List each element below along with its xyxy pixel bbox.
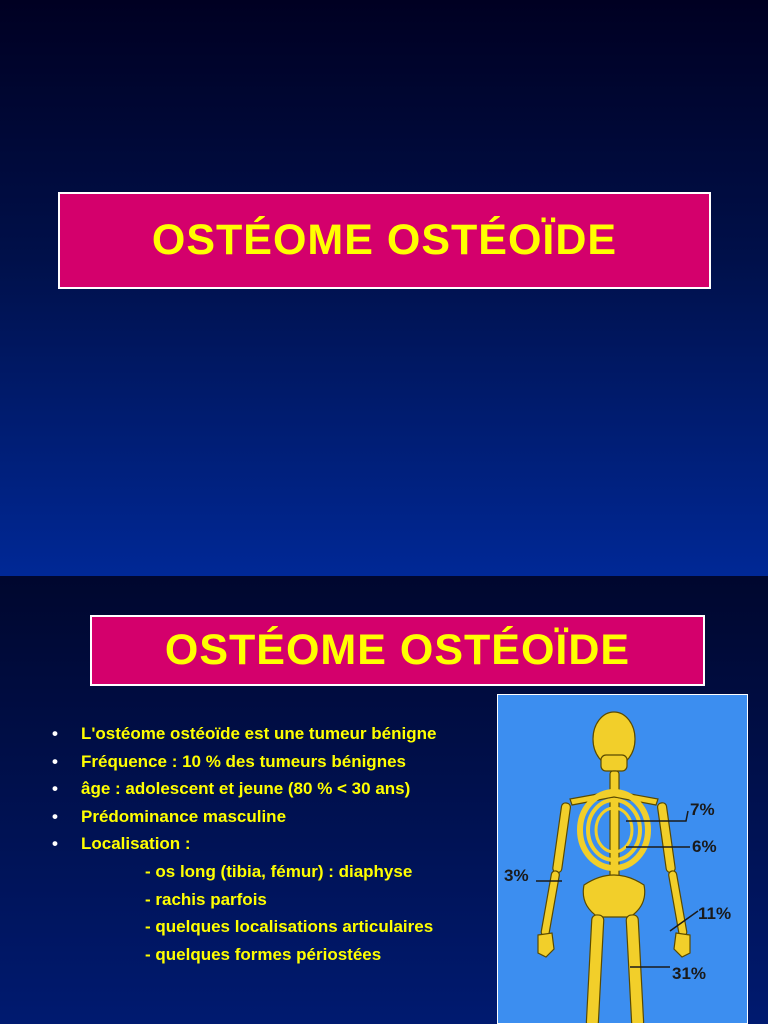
- slide-title: OSTÉOME OSTÉOÏDE: [90, 615, 705, 686]
- bullet-icon: •: [52, 834, 58, 854]
- skeleton-icon: [498, 695, 747, 1023]
- bullet-item: • Prédominance masculine: [52, 803, 492, 831]
- percentage-label: 6%: [692, 837, 717, 856]
- percentage-label: 7%: [690, 800, 715, 819]
- bullet-item: • L'ostéome ostéoïde est une tumeur bénigne: [52, 720, 492, 748]
- localisation-item: - os long (tibia, fémur) : diaphyse: [145, 862, 413, 881]
- localisation-item: - quelques localisations articulaires: [145, 917, 434, 937]
- content-slide: [0, 576, 768, 1024]
- percentage-label: 11%: [698, 904, 732, 923]
- percentage-label: 31%: [672, 964, 707, 983]
- localisation-item: - rachis parfois: [145, 889, 267, 909]
- bullet-icon: •: [52, 751, 58, 771]
- bullet-icon: •: [52, 806, 58, 826]
- localisation-item: - quelques formes périostées: [145, 944, 382, 964]
- bullet-icon: •: [52, 724, 58, 743]
- localisation-list: [145, 858, 433, 968]
- bullet-item: • Fréquence : 10 % des tumeurs bénignes: [52, 748, 492, 776]
- slide-title: OSTÉOME OSTÉOÏDE: [58, 192, 711, 289]
- bullet-list: [52, 720, 492, 858]
- skeleton-figure: [497, 694, 748, 1024]
- bullet-item: • Localisation :: [52, 830, 492, 858]
- bullet-item: • âge : adolescent et jeune (80 % < 30 ans): [52, 775, 492, 803]
- percentage-label: 3%: [504, 866, 529, 885]
- bullet-icon: •: [52, 779, 58, 799]
